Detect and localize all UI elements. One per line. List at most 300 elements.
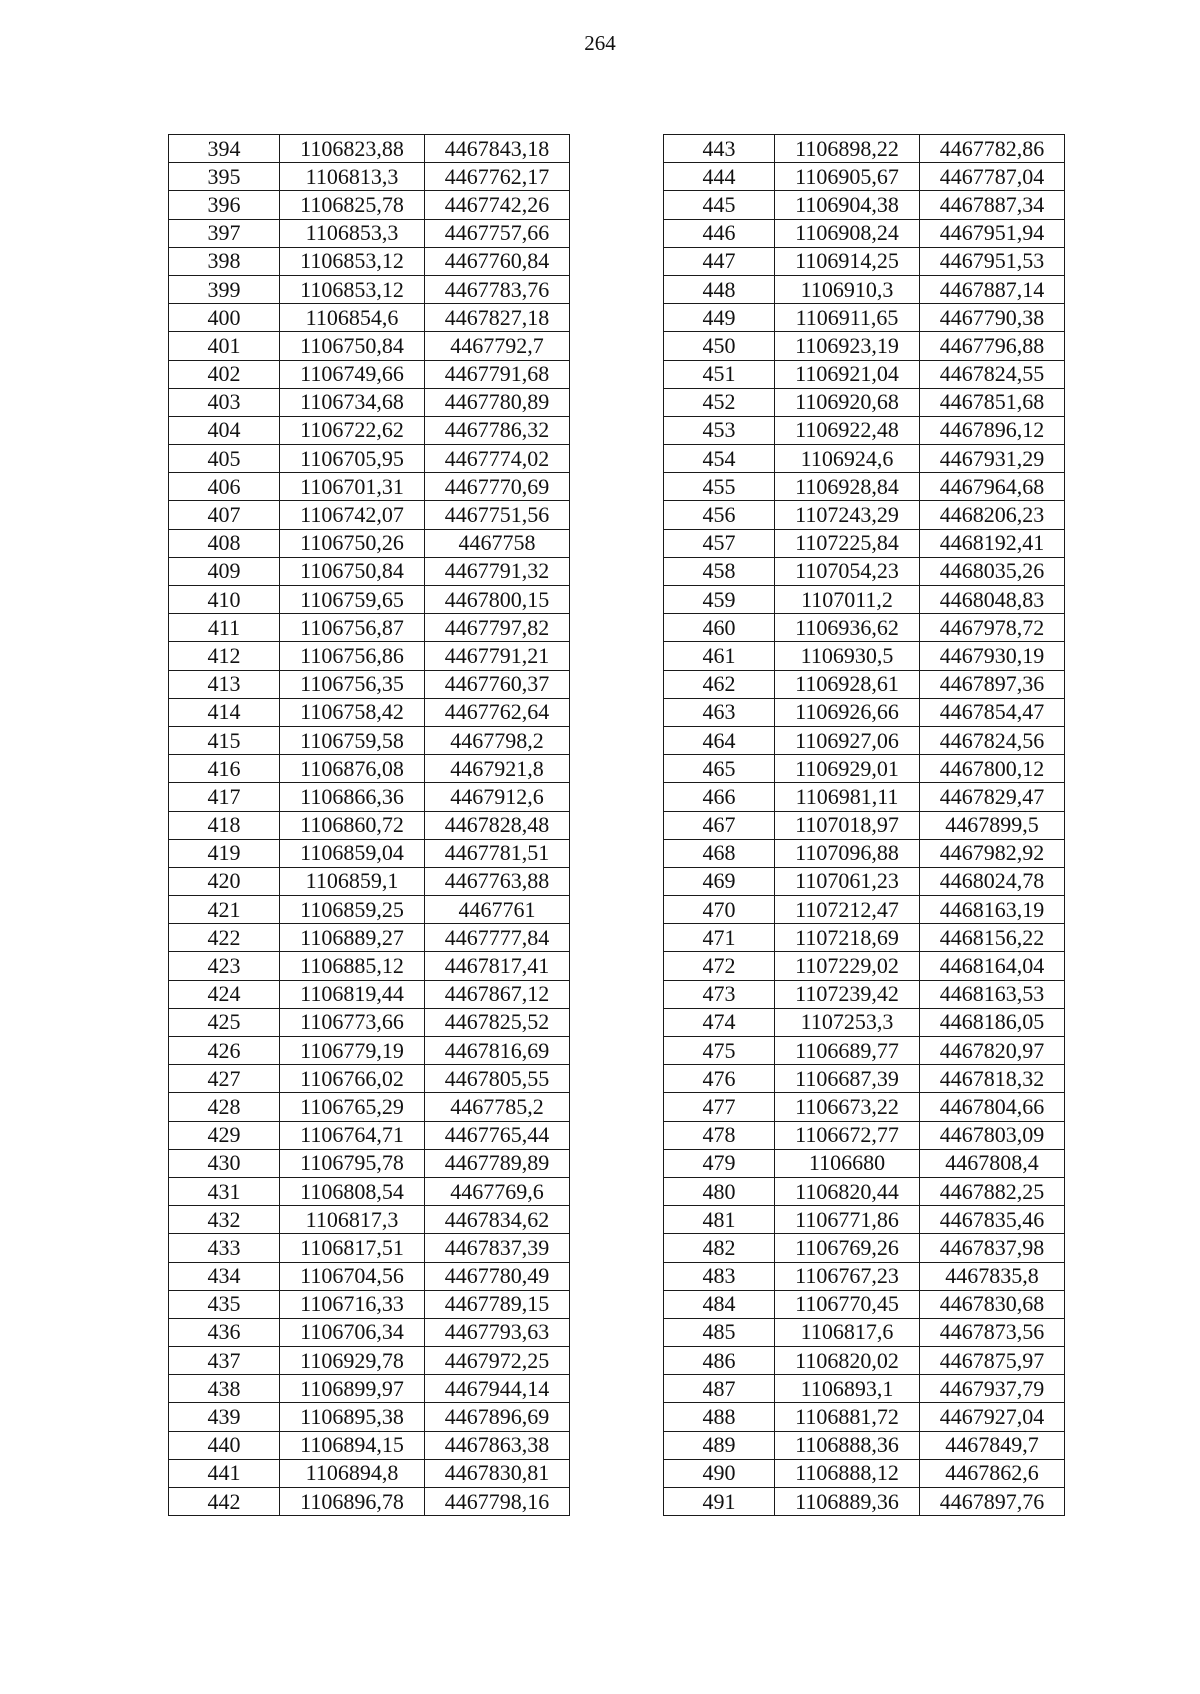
y-coordinate-cell: 4467835,46: [920, 1206, 1065, 1234]
y-coordinate-cell: 4467765,44: [425, 1121, 570, 1149]
point-number-cell: 419: [169, 839, 280, 867]
point-number-cell: 454: [664, 445, 775, 473]
table-row: [664, 501, 1065, 529]
point-number-cell: 396: [169, 191, 280, 219]
point-number-cell: 400: [169, 304, 280, 332]
y-coordinate-cell: 4467791,32: [425, 557, 570, 585]
point-number-cell: 477: [664, 1093, 775, 1121]
y-coordinate-cell: 4468186,05: [920, 1008, 1065, 1036]
y-coordinate-cell: 4467899,5: [920, 811, 1065, 839]
x-coordinate-cell: 1106769,26: [775, 1234, 920, 1262]
point-number-cell: 461: [664, 642, 775, 670]
y-coordinate-cell: 4467742,26: [425, 191, 570, 219]
x-coordinate-cell: 1106896,78: [280, 1488, 425, 1516]
x-coordinate-cell: 1106820,44: [775, 1177, 920, 1205]
y-coordinate-cell: 4467837,39: [425, 1234, 570, 1262]
table-row: [664, 1234, 1065, 1262]
point-number-cell: 465: [664, 755, 775, 783]
x-coordinate-cell: 1107061,23: [775, 867, 920, 895]
y-coordinate-cell: 4467798,16: [425, 1488, 570, 1516]
y-coordinate-cell: 4467896,69: [425, 1403, 570, 1431]
point-number-cell: 409: [169, 557, 280, 585]
point-number-cell: 411: [169, 614, 280, 642]
x-coordinate-cell: 1106749,66: [280, 360, 425, 388]
y-coordinate-cell: 4467843,18: [425, 135, 570, 163]
y-coordinate-cell: 4467787,04: [920, 163, 1065, 191]
y-coordinate-cell: 4467774,02: [425, 445, 570, 473]
y-coordinate-cell: 4467873,56: [920, 1318, 1065, 1346]
point-number-cell: 395: [169, 163, 280, 191]
table-row: [664, 1459, 1065, 1487]
table-row: [664, 980, 1065, 1008]
x-coordinate-cell: 1106930,5: [775, 642, 920, 670]
x-coordinate-cell: 1107018,97: [775, 811, 920, 839]
y-coordinate-cell: 4468163,53: [920, 980, 1065, 1008]
y-coordinate-cell: 4467800,15: [425, 586, 570, 614]
point-number-cell: 488: [664, 1403, 775, 1431]
x-coordinate-cell: 1106927,06: [775, 726, 920, 754]
table-row: [664, 557, 1065, 585]
y-coordinate-cell: 4467760,84: [425, 247, 570, 275]
table-row: [169, 1121, 570, 1149]
table-row: [664, 1290, 1065, 1318]
y-coordinate-cell: 4467830,81: [425, 1459, 570, 1487]
point-number-cell: 431: [169, 1177, 280, 1205]
y-coordinate-cell: 4467851,68: [920, 388, 1065, 416]
table-row: [169, 1149, 570, 1177]
table-row: [169, 1318, 570, 1346]
x-coordinate-cell: 1106936,62: [775, 614, 920, 642]
x-coordinate-cell: 1106687,39: [775, 1065, 920, 1093]
point-number-cell: 421: [169, 896, 280, 924]
y-coordinate-cell: 4467808,4: [920, 1149, 1065, 1177]
x-coordinate-cell: 1106923,19: [775, 332, 920, 360]
x-coordinate-cell: 1106860,72: [280, 811, 425, 839]
x-coordinate-cell: 1106853,12: [280, 247, 425, 275]
table-row: [169, 388, 570, 416]
y-coordinate-cell: 4467882,25: [920, 1177, 1065, 1205]
x-coordinate-cell: 1106889,27: [280, 924, 425, 952]
y-coordinate-cell: 4467792,7: [425, 332, 570, 360]
x-coordinate-cell: 1106893,1: [775, 1375, 920, 1403]
y-coordinate-cell: 4467817,41: [425, 952, 570, 980]
x-coordinate-cell: 1106722,62: [280, 416, 425, 444]
y-coordinate-cell: 4467789,15: [425, 1290, 570, 1318]
x-coordinate-cell: 1106759,58: [280, 726, 425, 754]
x-coordinate-cell: 1106773,66: [280, 1008, 425, 1036]
table-row: [169, 726, 570, 754]
x-coordinate-cell: 1106888,36: [775, 1431, 920, 1459]
x-coordinate-cell: 1106911,65: [775, 304, 920, 332]
table-row: [664, 529, 1065, 557]
point-number-cell: 427: [169, 1065, 280, 1093]
table-row: [664, 839, 1065, 867]
table-row: [664, 1008, 1065, 1036]
point-number-cell: 429: [169, 1121, 280, 1149]
y-coordinate-cell: 4467790,38: [920, 304, 1065, 332]
point-number-cell: 491: [664, 1488, 775, 1516]
table-row: [169, 1093, 570, 1121]
y-coordinate-cell: 4467798,2: [425, 726, 570, 754]
x-coordinate-cell: 1106920,68: [775, 388, 920, 416]
coordinates-table-right: [663, 134, 1065, 1516]
x-coordinate-cell: 1106981,11: [775, 783, 920, 811]
x-coordinate-cell: 1106894,15: [280, 1431, 425, 1459]
y-coordinate-cell: 4467912,6: [425, 783, 570, 811]
point-number-cell: 467: [664, 811, 775, 839]
y-coordinate-cell: 4468163,19: [920, 896, 1065, 924]
point-number-cell: 462: [664, 670, 775, 698]
point-number-cell: 473: [664, 980, 775, 1008]
y-coordinate-cell: 4467835,8: [920, 1262, 1065, 1290]
table-row: [664, 388, 1065, 416]
point-number-cell: 450: [664, 332, 775, 360]
x-coordinate-cell: 1106888,12: [775, 1459, 920, 1487]
table-row: [664, 135, 1065, 163]
y-coordinate-cell: 4467786,32: [425, 416, 570, 444]
point-number-cell: 456: [664, 501, 775, 529]
y-coordinate-cell: 4467887,34: [920, 191, 1065, 219]
y-coordinate-cell: 4467781,51: [425, 839, 570, 867]
y-coordinate-cell: 4467827,18: [425, 304, 570, 332]
y-coordinate-cell: 4467757,66: [425, 219, 570, 247]
point-number-cell: 404: [169, 416, 280, 444]
y-coordinate-cell: 4467763,88: [425, 867, 570, 895]
table-row: [169, 839, 570, 867]
y-coordinate-cell: 4467863,38: [425, 1431, 570, 1459]
y-coordinate-cell: 4467887,14: [920, 275, 1065, 303]
x-coordinate-cell: 1106881,72: [775, 1403, 920, 1431]
point-number-cell: 453: [664, 416, 775, 444]
point-number-cell: 443: [664, 135, 775, 163]
x-coordinate-cell: 1106817,51: [280, 1234, 425, 1262]
x-coordinate-cell: 1106929,78: [280, 1347, 425, 1375]
y-coordinate-cell: 4467769,6: [425, 1177, 570, 1205]
point-number-cell: 441: [169, 1459, 280, 1487]
y-coordinate-cell: 4467964,68: [920, 473, 1065, 501]
table-row: [169, 1290, 570, 1318]
y-coordinate-cell: 4467780,89: [425, 388, 570, 416]
point-number-cell: 424: [169, 980, 280, 1008]
x-coordinate-cell: 1106889,36: [775, 1488, 920, 1516]
x-coordinate-cell: 1106766,02: [280, 1065, 425, 1093]
table-row: [169, 557, 570, 585]
table-row: [169, 1262, 570, 1290]
point-number-cell: 485: [664, 1318, 775, 1346]
x-coordinate-cell: 1106734,68: [280, 388, 425, 416]
y-coordinate-cell: 4468048,83: [920, 586, 1065, 614]
y-coordinate-cell: 4467937,79: [920, 1375, 1065, 1403]
table-row: [664, 867, 1065, 895]
x-coordinate-cell: 1106758,42: [280, 698, 425, 726]
y-coordinate-cell: 4467828,48: [425, 811, 570, 839]
x-coordinate-cell: 1106767,23: [775, 1262, 920, 1290]
table-row: [664, 642, 1065, 670]
point-number-cell: 468: [664, 839, 775, 867]
x-coordinate-cell: 1106750,84: [280, 332, 425, 360]
y-coordinate-cell: 4467834,62: [425, 1206, 570, 1234]
y-coordinate-cell: 4467972,25: [425, 1347, 570, 1375]
y-coordinate-cell: 4467789,89: [425, 1149, 570, 1177]
table-row: [664, 952, 1065, 980]
point-number-cell: 423: [169, 952, 280, 980]
y-coordinate-cell: 4467804,66: [920, 1093, 1065, 1121]
point-number-cell: 403: [169, 388, 280, 416]
point-number-cell: 401: [169, 332, 280, 360]
point-number-cell: 399: [169, 275, 280, 303]
table-row: [664, 1093, 1065, 1121]
table-row: [664, 275, 1065, 303]
y-coordinate-cell: 4467762,64: [425, 698, 570, 726]
table-row: [169, 1347, 570, 1375]
x-coordinate-cell: 1107229,02: [775, 952, 920, 980]
x-coordinate-cell: 1106859,1: [280, 867, 425, 895]
table-row: [169, 614, 570, 642]
coordinates-table-right-body: [664, 135, 1065, 1516]
x-coordinate-cell: 1106876,08: [280, 755, 425, 783]
table-row: [169, 896, 570, 924]
x-coordinate-cell: 1106914,25: [775, 247, 920, 275]
x-coordinate-cell: 1107011,2: [775, 586, 920, 614]
x-coordinate-cell: 1106823,88: [280, 135, 425, 163]
table-row: [169, 1375, 570, 1403]
table-row: [664, 360, 1065, 388]
table-row: [169, 1459, 570, 1487]
y-coordinate-cell: 4467930,19: [920, 642, 1065, 670]
point-number-cell: 470: [664, 896, 775, 924]
point-number-cell: 428: [169, 1093, 280, 1121]
table-row: [169, 811, 570, 839]
table-row: [664, 332, 1065, 360]
point-number-cell: 463: [664, 698, 775, 726]
point-number-cell: 460: [664, 614, 775, 642]
point-number-cell: 484: [664, 1290, 775, 1318]
table-row: [664, 586, 1065, 614]
x-coordinate-cell: 1106771,86: [775, 1206, 920, 1234]
x-coordinate-cell: 1106825,78: [280, 191, 425, 219]
x-coordinate-cell: 1106673,22: [775, 1093, 920, 1121]
point-number-cell: 483: [664, 1262, 775, 1290]
point-number-cell: 426: [169, 1037, 280, 1065]
table-row: [169, 1234, 570, 1262]
table-row: [664, 416, 1065, 444]
table-row: [169, 360, 570, 388]
table-row: [169, 332, 570, 360]
y-coordinate-cell: 4467785,2: [425, 1093, 570, 1121]
y-coordinate-cell: 4467921,8: [425, 755, 570, 783]
x-coordinate-cell: 1106910,3: [775, 275, 920, 303]
table-row: [169, 445, 570, 473]
table-row: [664, 1488, 1065, 1516]
y-coordinate-cell: 4467762,17: [425, 163, 570, 191]
table-row: [664, 1347, 1065, 1375]
x-coordinate-cell: 1106817,6: [775, 1318, 920, 1346]
point-number-cell: 444: [664, 163, 775, 191]
x-coordinate-cell: 1106921,04: [775, 360, 920, 388]
y-coordinate-cell: 4467944,14: [425, 1375, 570, 1403]
point-number-cell: 439: [169, 1403, 280, 1431]
point-number-cell: 414: [169, 698, 280, 726]
y-coordinate-cell: 4468206,23: [920, 501, 1065, 529]
y-coordinate-cell: 4467780,49: [425, 1262, 570, 1290]
table-row: [169, 163, 570, 191]
point-number-cell: 471: [664, 924, 775, 952]
y-coordinate-cell: 4467797,82: [425, 614, 570, 642]
table-row: [169, 1065, 570, 1093]
x-coordinate-cell: 1106820,02: [775, 1347, 920, 1375]
point-number-cell: 448: [664, 275, 775, 303]
point-number-cell: 417: [169, 783, 280, 811]
y-coordinate-cell: 4467824,55: [920, 360, 1065, 388]
x-coordinate-cell: 1106742,07: [280, 501, 425, 529]
table-row: [169, 1037, 570, 1065]
point-number-cell: 394: [169, 135, 280, 163]
table-row: [169, 755, 570, 783]
page-number: 264: [584, 31, 616, 55]
x-coordinate-cell: 1106895,38: [280, 1403, 425, 1431]
table-row: [664, 304, 1065, 332]
table-row: [664, 247, 1065, 275]
y-coordinate-cell: 4467837,98: [920, 1234, 1065, 1262]
table-row: [169, 1488, 570, 1516]
y-coordinate-cell: 4467770,69: [425, 473, 570, 501]
x-coordinate-cell: 1106704,56: [280, 1262, 425, 1290]
point-number-cell: 445: [664, 191, 775, 219]
x-coordinate-cell: 1106908,24: [775, 219, 920, 247]
y-coordinate-cell: 4467791,68: [425, 360, 570, 388]
x-coordinate-cell: 1106899,97: [280, 1375, 425, 1403]
point-number-cell: 435: [169, 1290, 280, 1318]
y-coordinate-cell: 4467793,63: [425, 1318, 570, 1346]
x-coordinate-cell: 1106929,01: [775, 755, 920, 783]
x-coordinate-cell: 1106759,65: [280, 586, 425, 614]
point-number-cell: 459: [664, 586, 775, 614]
y-coordinate-cell: 4467824,56: [920, 726, 1065, 754]
table-row: [169, 1008, 570, 1036]
x-coordinate-cell: 1107239,42: [775, 980, 920, 1008]
point-number-cell: 437: [169, 1347, 280, 1375]
table-row: [664, 219, 1065, 247]
x-coordinate-cell: 1106894,8: [280, 1459, 425, 1487]
x-coordinate-cell: 1106928,84: [775, 473, 920, 501]
x-coordinate-cell: 1106813,3: [280, 163, 425, 191]
x-coordinate-cell: 1106853,3: [280, 219, 425, 247]
x-coordinate-cell: 1106770,45: [775, 1290, 920, 1318]
coordinates-table-left-body: [169, 135, 570, 1516]
point-number-cell: 422: [169, 924, 280, 952]
x-coordinate-cell: 1106689,77: [775, 1037, 920, 1065]
x-coordinate-cell: 1106898,22: [775, 135, 920, 163]
table-row: [169, 219, 570, 247]
table-row: [664, 1065, 1065, 1093]
point-number-cell: 397: [169, 219, 280, 247]
table-row: [664, 1121, 1065, 1149]
table-row: [664, 445, 1065, 473]
x-coordinate-cell: 1106756,86: [280, 642, 425, 670]
table-row: [169, 1431, 570, 1459]
x-coordinate-cell: 1106706,34: [280, 1318, 425, 1346]
point-number-cell: 415: [169, 726, 280, 754]
table-row: [169, 135, 570, 163]
point-number-cell: 406: [169, 473, 280, 501]
y-coordinate-cell: 4467978,72: [920, 614, 1065, 642]
x-coordinate-cell: 1106854,6: [280, 304, 425, 332]
point-number-cell: 464: [664, 726, 775, 754]
table-row: [169, 1206, 570, 1234]
point-number-cell: 475: [664, 1037, 775, 1065]
x-coordinate-cell: 1106928,61: [775, 670, 920, 698]
table-row: [664, 811, 1065, 839]
x-coordinate-cell: 1106905,67: [775, 163, 920, 191]
point-number-cell: 408: [169, 529, 280, 557]
table-row: [664, 614, 1065, 642]
point-number-cell: 469: [664, 867, 775, 895]
x-coordinate-cell: 1106924,6: [775, 445, 920, 473]
point-number-cell: 432: [169, 1206, 280, 1234]
table-row: [169, 1177, 570, 1205]
point-number-cell: 410: [169, 586, 280, 614]
table-row: [169, 867, 570, 895]
x-coordinate-cell: 1106705,95: [280, 445, 425, 473]
point-number-cell: 446: [664, 219, 775, 247]
point-number-cell: 447: [664, 247, 775, 275]
table-row: [664, 1149, 1065, 1177]
point-number-cell: 481: [664, 1206, 775, 1234]
y-coordinate-cell: 4467931,29: [920, 445, 1065, 473]
table-row: [169, 416, 570, 444]
x-coordinate-cell: 1106859,25: [280, 896, 425, 924]
table-row: [169, 191, 570, 219]
y-coordinate-cell: 4468192,41: [920, 529, 1065, 557]
y-coordinate-cell: 4467758: [425, 529, 570, 557]
table-row: [169, 1403, 570, 1431]
y-coordinate-cell: 4467951,53: [920, 247, 1065, 275]
y-coordinate-cell: 4467796,88: [920, 332, 1065, 360]
table-row: [664, 924, 1065, 952]
table-row: [664, 726, 1065, 754]
point-number-cell: 478: [664, 1121, 775, 1149]
x-coordinate-cell: 1106765,29: [280, 1093, 425, 1121]
table-row: [664, 1206, 1065, 1234]
table-row: [169, 698, 570, 726]
point-number-cell: 425: [169, 1008, 280, 1036]
table-row: [664, 1431, 1065, 1459]
y-coordinate-cell: 4467829,47: [920, 783, 1065, 811]
point-number-cell: 412: [169, 642, 280, 670]
x-coordinate-cell: 1107243,29: [775, 501, 920, 529]
x-coordinate-cell: 1106795,78: [280, 1149, 425, 1177]
y-coordinate-cell: 4467854,47: [920, 698, 1065, 726]
point-number-cell: 490: [664, 1459, 775, 1487]
y-coordinate-cell: 4467803,09: [920, 1121, 1065, 1149]
point-number-cell: 398: [169, 247, 280, 275]
point-number-cell: 442: [169, 1488, 280, 1516]
y-coordinate-cell: 4467791,21: [425, 642, 570, 670]
x-coordinate-cell: 1106701,31: [280, 473, 425, 501]
x-coordinate-cell: 1106926,66: [775, 698, 920, 726]
y-coordinate-cell: 4467818,32: [920, 1065, 1065, 1093]
table-row: [664, 783, 1065, 811]
table-row: [169, 952, 570, 980]
y-coordinate-cell: 4467783,76: [425, 275, 570, 303]
table-row: [169, 275, 570, 303]
table-row: [664, 1177, 1065, 1205]
x-coordinate-cell: 1106885,12: [280, 952, 425, 980]
table-row: [664, 191, 1065, 219]
point-number-cell: 420: [169, 867, 280, 895]
y-coordinate-cell: 4467867,12: [425, 980, 570, 1008]
y-coordinate-cell: 4467830,68: [920, 1290, 1065, 1318]
